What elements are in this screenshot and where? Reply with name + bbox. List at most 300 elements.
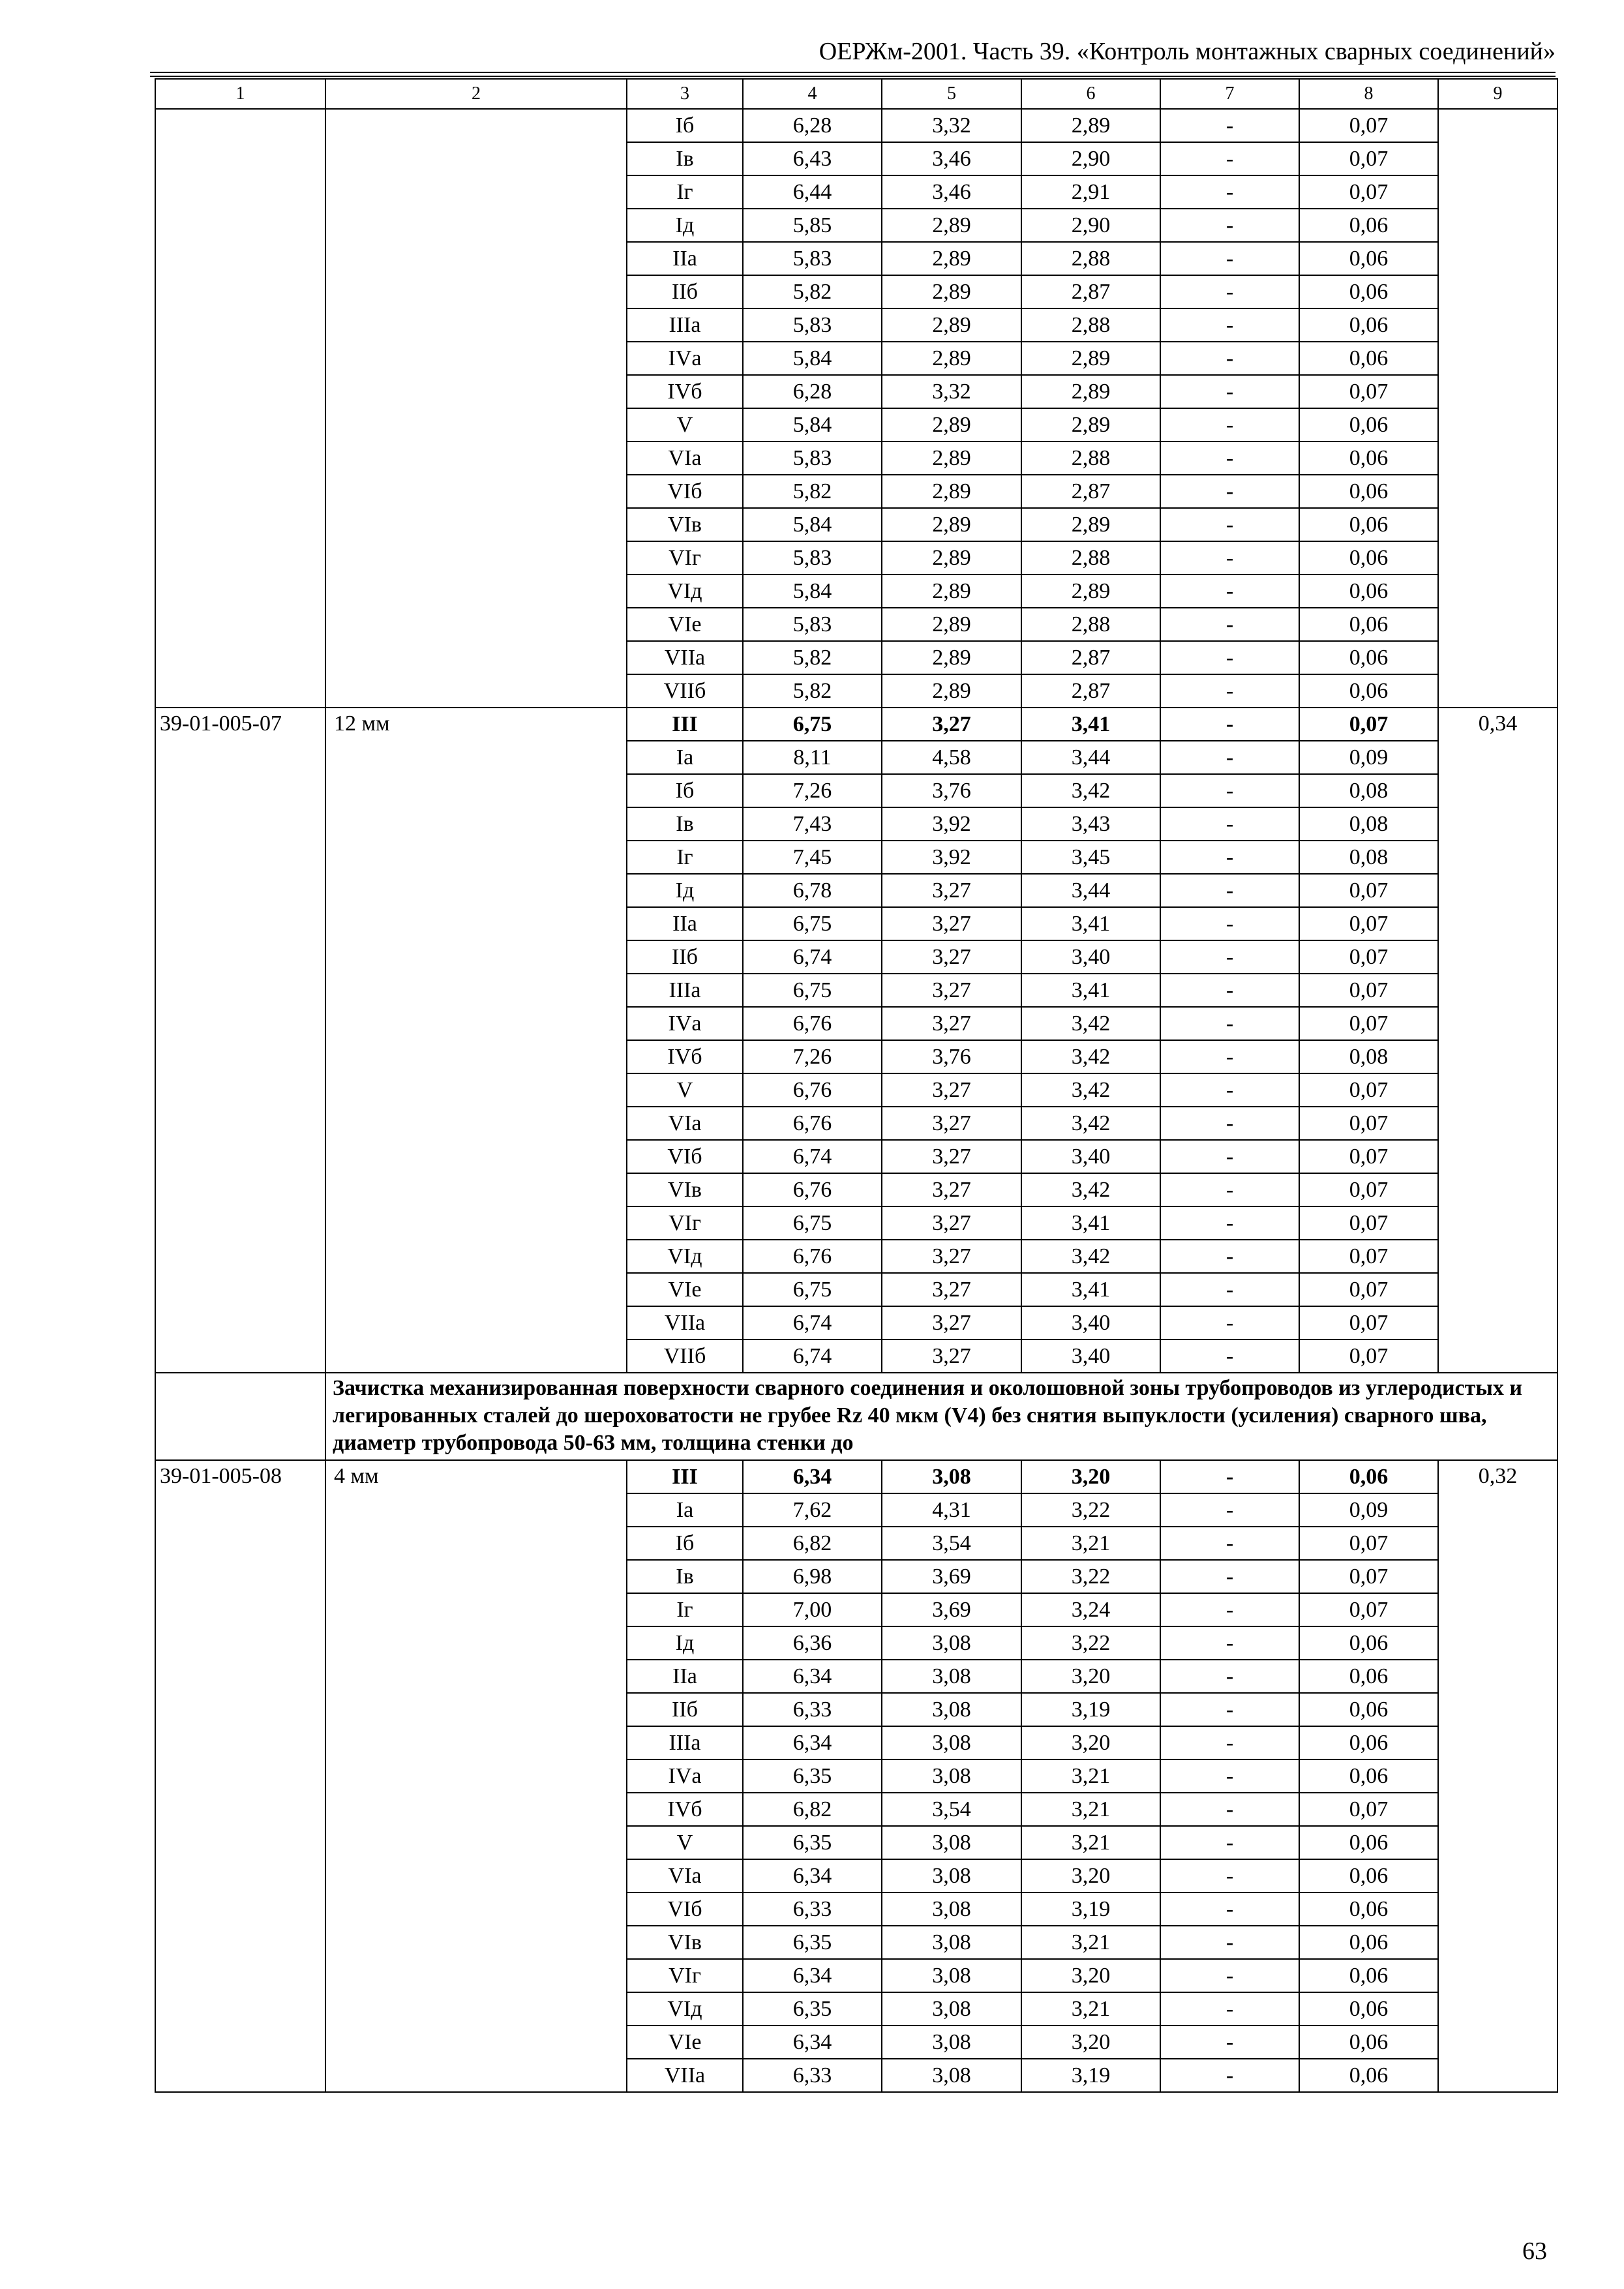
value-cell: 7,45 bbox=[743, 841, 882, 874]
value-cell: 3,08 bbox=[882, 1859, 1021, 1893]
rate-code bbox=[155, 1306, 325, 1339]
wall-thickness bbox=[325, 1693, 627, 1726]
value-cell: 3,08 bbox=[882, 2026, 1021, 2059]
value-cell: 5,83 bbox=[743, 308, 882, 342]
value-cell: - bbox=[1160, 1073, 1299, 1107]
value-cell: 3,42 bbox=[1021, 1007, 1160, 1040]
total-cell bbox=[1438, 1040, 1557, 1073]
value-cell: 3,92 bbox=[882, 841, 1021, 874]
value-cell: 3,42 bbox=[1021, 1040, 1160, 1073]
value-cell: 6,75 bbox=[743, 708, 882, 741]
wall-thickness bbox=[325, 1107, 627, 1140]
table-row bbox=[155, 209, 1557, 242]
value-cell: 3,41 bbox=[1021, 1206, 1160, 1240]
table-row bbox=[155, 308, 1557, 342]
value-cell: - bbox=[1160, 708, 1299, 741]
wall-thickness bbox=[325, 1826, 627, 1859]
wall-thickness bbox=[325, 575, 627, 608]
value-cell: 7,26 bbox=[743, 774, 882, 807]
table-row bbox=[155, 907, 1557, 940]
value-cell: 3,21 bbox=[1021, 1926, 1160, 1959]
wall-thickness bbox=[325, 1560, 627, 1593]
zone-cell: IVа bbox=[627, 342, 743, 375]
zone-cell: VIIб bbox=[627, 1339, 743, 1373]
value-cell: - bbox=[1160, 641, 1299, 674]
value-cell: 3,40 bbox=[1021, 1339, 1160, 1373]
value-cell: 3,54 bbox=[882, 1793, 1021, 1826]
wall-thickness bbox=[325, 1626, 627, 1660]
column-number: 2 bbox=[325, 79, 627, 109]
rate-code bbox=[155, 1992, 325, 2026]
value-cell: 5,83 bbox=[743, 242, 882, 275]
zone-cell: Iв bbox=[627, 1560, 743, 1593]
value-cell: 3,41 bbox=[1021, 907, 1160, 940]
wall-thickness bbox=[325, 1593, 627, 1626]
value-cell: 5,82 bbox=[743, 475, 882, 508]
rate-code bbox=[155, 1273, 325, 1306]
value-cell: 2,89 bbox=[882, 608, 1021, 641]
zone-cell: IVа bbox=[627, 1759, 743, 1793]
value-cell: 6,75 bbox=[743, 1273, 882, 1306]
value-cell: 6,34 bbox=[743, 1726, 882, 1759]
wall-thickness bbox=[325, 1793, 627, 1826]
wall-thickness bbox=[325, 541, 627, 575]
wall-thickness bbox=[325, 242, 627, 275]
wall-thickness bbox=[325, 1273, 627, 1306]
zone-cell: Iв bbox=[627, 142, 743, 175]
wall-thickness bbox=[325, 774, 627, 807]
rate-code bbox=[155, 308, 325, 342]
total-cell bbox=[1438, 641, 1557, 674]
value-cell: 0,07 bbox=[1299, 1073, 1438, 1107]
value-cell: 2,89 bbox=[882, 308, 1021, 342]
zone-cell: VIе bbox=[627, 2026, 743, 2059]
value-cell: - bbox=[1160, 242, 1299, 275]
value-cell: 5,83 bbox=[743, 441, 882, 475]
value-cell: 6,76 bbox=[743, 1073, 882, 1107]
rate-code bbox=[155, 1926, 325, 1959]
total-cell bbox=[1438, 1107, 1557, 1140]
value-cell: 0,07 bbox=[1299, 974, 1438, 1007]
value-cell: 3,27 bbox=[882, 940, 1021, 974]
rate-code bbox=[155, 907, 325, 940]
value-cell: 7,43 bbox=[743, 807, 882, 841]
wall-thickness bbox=[325, 1926, 627, 1959]
zone-cell: IIб bbox=[627, 1693, 743, 1726]
wall-thickness bbox=[325, 109, 627, 142]
value-cell: - bbox=[1160, 674, 1299, 708]
value-cell: 3,42 bbox=[1021, 1173, 1160, 1206]
value-cell: 3,08 bbox=[882, 1959, 1021, 1992]
total-cell bbox=[1438, 375, 1557, 408]
value-cell: 6,75 bbox=[743, 974, 882, 1007]
value-cell: 5,83 bbox=[743, 541, 882, 575]
total-cell bbox=[1438, 1693, 1557, 1726]
rate-code bbox=[155, 1206, 325, 1240]
rate-code bbox=[155, 1726, 325, 1759]
value-cell: 3,24 bbox=[1021, 1593, 1160, 1626]
value-cell: 0,07 bbox=[1299, 1007, 1438, 1040]
value-cell: - bbox=[1160, 1240, 1299, 1273]
value-cell: - bbox=[1160, 2059, 1299, 2092]
column-number: 9 bbox=[1438, 79, 1557, 109]
column-number: 1 bbox=[155, 79, 325, 109]
rate-code bbox=[155, 475, 325, 508]
value-cell: - bbox=[1160, 441, 1299, 475]
total-cell bbox=[1438, 109, 1557, 142]
rate-code bbox=[155, 841, 325, 874]
wall-thickness bbox=[325, 308, 627, 342]
wall-thickness: 12 мм bbox=[325, 708, 627, 741]
value-cell: - bbox=[1160, 1926, 1299, 1959]
value-cell: - bbox=[1160, 1992, 1299, 2026]
rate-code bbox=[155, 342, 325, 375]
wall-thickness bbox=[325, 275, 627, 308]
value-cell: 6,34 bbox=[743, 1959, 882, 1992]
value-cell: 3,27 bbox=[882, 1140, 1021, 1173]
value-cell: 3,41 bbox=[1021, 974, 1160, 1007]
wall-thickness bbox=[325, 175, 627, 209]
table-row bbox=[155, 674, 1557, 708]
rate-code bbox=[155, 1759, 325, 1793]
value-cell: 0,06 bbox=[1299, 1693, 1438, 1726]
section-description: Зачистка механизированная поверхности сварного соединения и околошовной зоны трубопроводов из углеродистых и легированных сталей до шероховатости не грубее Rz 40 мкм (V4) без снятия выпуклости (усиления) сварного шва, диаметр трубопровода 50-63 мм, толщина стенки до bbox=[325, 1373, 1557, 1460]
rate-code bbox=[155, 2026, 325, 2059]
table-row bbox=[155, 940, 1557, 974]
header-rule bbox=[150, 76, 1556, 77]
value-cell: 0,07 bbox=[1299, 1140, 1438, 1173]
value-cell: - bbox=[1160, 109, 1299, 142]
wall-thickness bbox=[325, 741, 627, 774]
value-cell: 0,07 bbox=[1299, 175, 1438, 209]
column-number: 5 bbox=[882, 79, 1021, 109]
value-cell: 6,76 bbox=[743, 1007, 882, 1040]
table-row bbox=[155, 1793, 1557, 1826]
zone-cell: VIб bbox=[627, 1893, 743, 1926]
zone-cell: IIб bbox=[627, 940, 743, 974]
value-cell: - bbox=[1160, 342, 1299, 375]
value-cell: - bbox=[1160, 1893, 1299, 1926]
rate-code bbox=[155, 1493, 325, 1527]
value-cell: 6,35 bbox=[743, 1826, 882, 1859]
table-row bbox=[155, 1959, 1557, 1992]
value-cell: 0,06 bbox=[1299, 441, 1438, 475]
table-row bbox=[155, 2026, 1557, 2059]
value-cell: - bbox=[1160, 508, 1299, 541]
table-row bbox=[155, 1560, 1557, 1593]
value-cell: - bbox=[1160, 209, 1299, 242]
wall-thickness bbox=[325, 1140, 627, 1173]
value-cell: 2,88 bbox=[1021, 242, 1160, 275]
value-cell: 0,06 bbox=[1299, 342, 1438, 375]
total-cell bbox=[1438, 1073, 1557, 1107]
value-cell: 2,88 bbox=[1021, 441, 1160, 475]
value-cell: 4,31 bbox=[882, 1493, 1021, 1527]
value-cell: 3,41 bbox=[1021, 708, 1160, 741]
total-cell bbox=[1438, 541, 1557, 575]
value-cell: 0,07 bbox=[1299, 109, 1438, 142]
value-cell: 2,88 bbox=[1021, 541, 1160, 575]
total-cell bbox=[1438, 907, 1557, 940]
value-cell: 2,90 bbox=[1021, 142, 1160, 175]
value-cell: 0,06 bbox=[1299, 1926, 1438, 1959]
value-cell: 0,06 bbox=[1299, 1992, 1438, 2026]
value-cell: 0,07 bbox=[1299, 1273, 1438, 1306]
total-cell bbox=[1438, 874, 1557, 907]
total-cell bbox=[1438, 441, 1557, 475]
rate-code bbox=[155, 1339, 325, 1373]
total-cell bbox=[1438, 1007, 1557, 1040]
total-cell bbox=[1438, 1992, 1557, 2026]
value-cell: 0,07 bbox=[1299, 142, 1438, 175]
wall-thickness bbox=[325, 974, 627, 1007]
value-cell: 8,11 bbox=[743, 741, 882, 774]
table-row bbox=[155, 541, 1557, 575]
table-row bbox=[155, 1493, 1557, 1527]
value-cell: 6,74 bbox=[743, 1339, 882, 1373]
value-cell: - bbox=[1160, 541, 1299, 575]
value-cell: 3,27 bbox=[882, 1173, 1021, 1206]
value-cell: - bbox=[1160, 1560, 1299, 1593]
value-cell: 0,06 bbox=[1299, 674, 1438, 708]
value-cell: 2,89 bbox=[882, 408, 1021, 441]
wall-thickness bbox=[325, 441, 627, 475]
table-row bbox=[155, 841, 1557, 874]
value-cell: 0,06 bbox=[1299, 1859, 1438, 1893]
table-row bbox=[155, 408, 1557, 441]
value-cell: - bbox=[1160, 807, 1299, 841]
zone-cell: IVб bbox=[627, 1040, 743, 1073]
value-cell: 2,89 bbox=[882, 441, 1021, 475]
value-cell: 0,07 bbox=[1299, 1593, 1438, 1626]
rate-code bbox=[155, 408, 325, 441]
rate-code bbox=[155, 674, 325, 708]
value-cell: 2,89 bbox=[882, 541, 1021, 575]
value-cell: 6,82 bbox=[743, 1527, 882, 1560]
value-cell: 3,19 bbox=[1021, 1893, 1160, 1926]
running-header: ОЕРЖм-2001. Часть 39. «Контроль монтажных сварных соединений» bbox=[819, 38, 1556, 65]
total-cell bbox=[1438, 275, 1557, 308]
value-cell: 2,89 bbox=[1021, 508, 1160, 541]
rate-code bbox=[155, 608, 325, 641]
value-cell: 6,78 bbox=[743, 874, 882, 907]
value-cell: 6,74 bbox=[743, 1140, 882, 1173]
value-cell: 0,06 bbox=[1299, 308, 1438, 342]
value-cell: 7,00 bbox=[743, 1593, 882, 1626]
total-cell bbox=[1438, 2026, 1557, 2059]
value-cell: 3,40 bbox=[1021, 940, 1160, 974]
wall-thickness bbox=[325, 209, 627, 242]
wall-thickness bbox=[325, 608, 627, 641]
wall-thickness bbox=[325, 508, 627, 541]
value-cell: 3,40 bbox=[1021, 1306, 1160, 1339]
wall-thickness bbox=[325, 807, 627, 841]
total-cell bbox=[1438, 1206, 1557, 1240]
value-cell: 3,41 bbox=[1021, 1273, 1160, 1306]
rate-code bbox=[155, 175, 325, 209]
table-row bbox=[155, 741, 1557, 774]
rate-code bbox=[155, 508, 325, 541]
rate-code bbox=[155, 807, 325, 841]
table-row bbox=[155, 708, 1557, 741]
rate-code bbox=[155, 774, 325, 807]
rate-code bbox=[155, 142, 325, 175]
zone-cell: VIIа bbox=[627, 1306, 743, 1339]
table-row bbox=[155, 1206, 1557, 1240]
total-cell bbox=[1438, 1893, 1557, 1926]
total-cell bbox=[1438, 1926, 1557, 1959]
rate-code bbox=[155, 1693, 325, 1726]
rate-code bbox=[155, 541, 325, 575]
total-cell bbox=[1438, 1626, 1557, 1660]
table-row bbox=[155, 475, 1557, 508]
value-cell: 5,82 bbox=[743, 275, 882, 308]
value-cell: 6,98 bbox=[743, 1560, 882, 1593]
rate-code bbox=[155, 1040, 325, 1073]
total-cell bbox=[1438, 1793, 1557, 1826]
value-cell: 3,27 bbox=[882, 1107, 1021, 1140]
table-row bbox=[155, 441, 1557, 475]
total-cell bbox=[1438, 774, 1557, 807]
table-row bbox=[155, 1306, 1557, 1339]
value-cell: 3,21 bbox=[1021, 1992, 1160, 2026]
value-cell: 2,89 bbox=[882, 641, 1021, 674]
value-cell: 2,89 bbox=[882, 275, 1021, 308]
wall-thickness bbox=[325, 2026, 627, 2059]
value-cell: 3,22 bbox=[1021, 1560, 1160, 1593]
table-row bbox=[155, 575, 1557, 608]
value-cell: 2,87 bbox=[1021, 275, 1160, 308]
zone-cell: V bbox=[627, 1826, 743, 1859]
zone-cell: Iб bbox=[627, 1527, 743, 1560]
value-cell: 6,82 bbox=[743, 1793, 882, 1826]
zone-cell: VIIа bbox=[627, 2059, 743, 2092]
value-cell: 3,21 bbox=[1021, 1793, 1160, 1826]
value-cell: 0,06 bbox=[1299, 575, 1438, 608]
zone-cell: IIа bbox=[627, 907, 743, 940]
column-number: 4 bbox=[743, 79, 882, 109]
value-cell: 0,07 bbox=[1299, 1240, 1438, 1273]
value-cell: - bbox=[1160, 1173, 1299, 1206]
rate-code bbox=[155, 1893, 325, 1926]
table-row bbox=[155, 974, 1557, 1007]
value-cell: - bbox=[1160, 275, 1299, 308]
table-row bbox=[155, 807, 1557, 841]
value-cell: 3,08 bbox=[882, 1460, 1021, 1493]
table-row bbox=[155, 1826, 1557, 1859]
total-cell bbox=[1438, 1826, 1557, 1859]
value-cell: 3,21 bbox=[1021, 1759, 1160, 1793]
value-cell: 3,27 bbox=[882, 1273, 1021, 1306]
value-cell: 2,89 bbox=[1021, 109, 1160, 142]
table-row bbox=[155, 641, 1557, 674]
wall-thickness bbox=[325, 375, 627, 408]
total-cell bbox=[1438, 1273, 1557, 1306]
table-row bbox=[155, 1107, 1557, 1140]
wall-thickness bbox=[325, 408, 627, 441]
value-cell: 3,21 bbox=[1021, 1527, 1160, 1560]
value-cell: 0,07 bbox=[1299, 708, 1438, 741]
rate-code bbox=[155, 1107, 325, 1140]
value-cell: 6,35 bbox=[743, 1992, 882, 2026]
rate-code bbox=[155, 641, 325, 674]
value-cell: - bbox=[1160, 774, 1299, 807]
value-cell: - bbox=[1160, 1306, 1299, 1339]
value-cell: 0,09 bbox=[1299, 741, 1438, 774]
zone-cell: V bbox=[627, 408, 743, 441]
wall-thickness bbox=[325, 841, 627, 874]
zone-cell: Iг bbox=[627, 1593, 743, 1626]
zone-cell: VIв bbox=[627, 1926, 743, 1959]
value-cell: 0,07 bbox=[1299, 1560, 1438, 1593]
total-cell: 0,34 bbox=[1438, 708, 1557, 741]
column-number: 6 bbox=[1021, 79, 1160, 109]
value-cell: 2,89 bbox=[882, 508, 1021, 541]
wall-thickness bbox=[325, 475, 627, 508]
rate-code bbox=[155, 1073, 325, 1107]
value-cell: - bbox=[1160, 142, 1299, 175]
rate-code bbox=[155, 1793, 325, 1826]
value-cell: 3,46 bbox=[882, 142, 1021, 175]
value-cell: 6,35 bbox=[743, 1759, 882, 1793]
value-cell: 3,20 bbox=[1021, 1460, 1160, 1493]
rate-code bbox=[155, 242, 325, 275]
value-cell: 0,06 bbox=[1299, 508, 1438, 541]
total-cell bbox=[1438, 575, 1557, 608]
zone-cell: Iб bbox=[627, 109, 743, 142]
rate-code bbox=[155, 1007, 325, 1040]
total-cell bbox=[1438, 1593, 1557, 1626]
total-cell bbox=[1438, 508, 1557, 541]
value-cell: 3,44 bbox=[1021, 874, 1160, 907]
value-cell: 3,08 bbox=[882, 1992, 1021, 2026]
value-cell: 3,42 bbox=[1021, 774, 1160, 807]
zone-cell: VIд bbox=[627, 575, 743, 608]
total-cell bbox=[1438, 175, 1557, 209]
zone-cell: III bbox=[627, 708, 743, 741]
table-row bbox=[155, 1726, 1557, 1759]
wall-thickness bbox=[325, 1726, 627, 1759]
zone-cell: VIе bbox=[627, 1273, 743, 1306]
total-cell bbox=[1438, 242, 1557, 275]
section-description-row bbox=[155, 1373, 1557, 1460]
value-cell: - bbox=[1160, 1793, 1299, 1826]
value-cell: 0,06 bbox=[1299, 641, 1438, 674]
value-cell: 3,42 bbox=[1021, 1073, 1160, 1107]
value-cell: - bbox=[1160, 940, 1299, 974]
total-cell bbox=[1438, 475, 1557, 508]
value-cell: 3,92 bbox=[882, 807, 1021, 841]
table-row bbox=[155, 242, 1557, 275]
wall-thickness bbox=[325, 1859, 627, 1893]
table-row bbox=[155, 1173, 1557, 1206]
wall-thickness bbox=[325, 2059, 627, 2092]
wall-thickness bbox=[325, 1040, 627, 1073]
value-cell: 2,89 bbox=[1021, 375, 1160, 408]
total-cell bbox=[1438, 1339, 1557, 1373]
total-cell bbox=[1438, 142, 1557, 175]
value-cell: - bbox=[1160, 375, 1299, 408]
zone-cell: VIа bbox=[627, 1859, 743, 1893]
value-cell: - bbox=[1160, 475, 1299, 508]
value-cell: 0,07 bbox=[1299, 1206, 1438, 1240]
value-cell: 0,06 bbox=[1299, 242, 1438, 275]
wall-thickness bbox=[325, 1759, 627, 1793]
total-cell bbox=[1438, 741, 1557, 774]
value-cell: 3,42 bbox=[1021, 1107, 1160, 1140]
total-cell bbox=[1438, 408, 1557, 441]
zone-cell: Iг bbox=[627, 175, 743, 209]
